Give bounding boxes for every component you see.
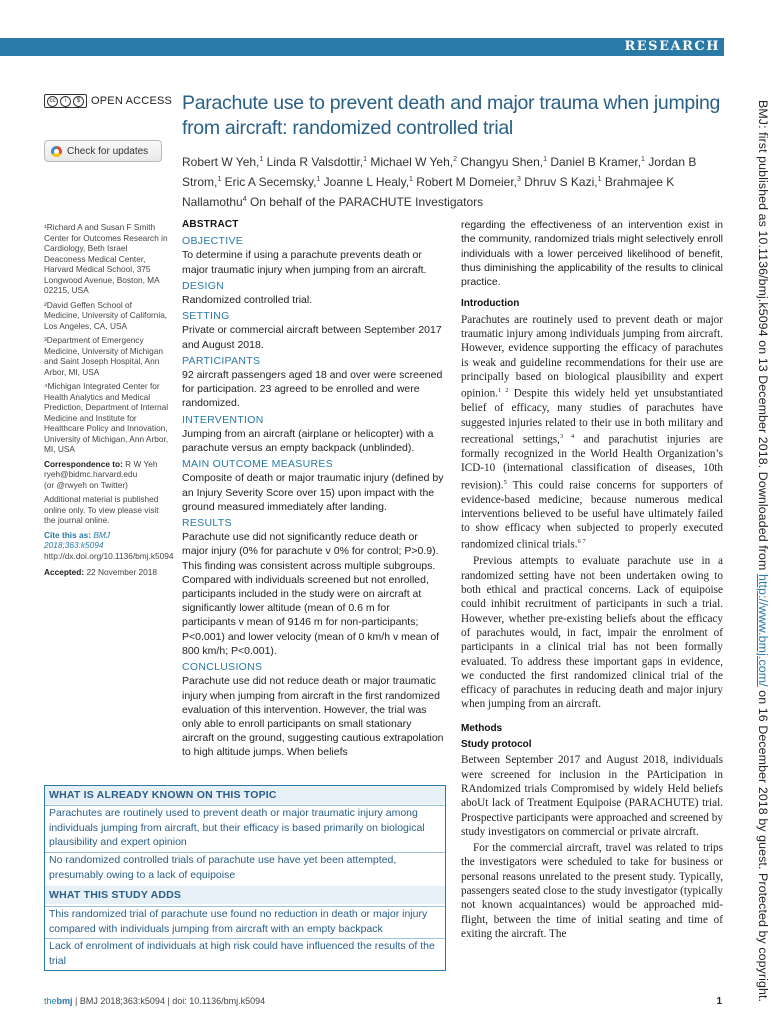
check-for-updates-button[interactable]: [44, 140, 162, 162]
author-name: Daniel B Kramer,: [550, 155, 642, 169]
author-name: Robert M Domeier,: [416, 175, 517, 189]
abstract-section-title: CONCLUSIONS: [182, 661, 263, 674]
creative-commons-icon: cc i $: [44, 94, 87, 108]
author-affiliation-marker: 1: [409, 176, 413, 183]
abstract: [182, 218, 446, 760]
correspondence: Correspondence to: R W Yeh ryeh@bidmc.harvard.edu (or @rwyeh on Twitter): [44, 458, 158, 490]
abstract-section-text: Composite of death or major traumatic injury (defined by an Injury Severity Score over 15) upon impact with the ground measured immediately after landing.: [182, 472, 444, 513]
study-adds-heading: WHAT THIS STUDY ADDS: [45, 886, 445, 904]
affiliations: [44, 222, 174, 582]
abstract-section-text: 92 aircraft passengers aged 18 and over were screened for participation. 23 agreed to be enrolled and were randomized.: [182, 369, 443, 410]
author-name: On behalf of the PARACHUTE Investigators: [249, 195, 484, 209]
accepted-date: Accepted: 22 November 2018: [44, 567, 158, 577]
abstract-section-title: RESULTS: [182, 517, 232, 530]
open-access-label: OPEN ACCESS: [91, 95, 173, 107]
page-number: 1: [716, 996, 722, 1007]
section-label: RESEARCH: [624, 39, 720, 54]
bmj-logo: thebmj: [44, 996, 73, 1006]
introduction-heading: Introduction: [461, 298, 520, 310]
author-affiliation-marker: 1: [217, 176, 222, 183]
abstract-section-title: OBJECTIVE: [182, 235, 244, 248]
known-item: Parachutes are routinely used to prevent death or major traumatic injury among individuals jumping from aircraft, but their efficacy is based primarily on biological plausibility and expert opinion: [45, 805, 445, 850]
open-access-badge[interactable]: [44, 94, 172, 108]
author-affiliation-marker: 1: [316, 176, 321, 183]
abstract-section-text: Jumping from an aircraft (airplane or helicopter) with a parachute versus an empty backpack (unblinded).: [182, 427, 434, 455]
crossmark-icon: [51, 146, 62, 157]
doi-link[interactable]: http://dx.doi.org/10.1136/bmj.k5094: [44, 550, 174, 561]
bmj-website-link[interactable]: http://www.bmj.com/: [756, 573, 770, 687]
author-name: Robert W Yeh,: [182, 155, 260, 169]
abstract-heading: ABSTRACT: [182, 219, 239, 230]
abstract-section-text: Parachute use did not significantly reduce death or major injury (0% for parachute v 0% for control; P>0.9). This finding was consistent across multiple subgroups. Compared with individuals screened but not enrolled, participants included in the study were on aircraft at significantly lower altitude (mean of 0.6 m for participants v mean of 9146 m for non-participants; P<0.001) and lower velocity (mean of 0 km/h v mean of 800 km/h; P<0.001).: [182, 531, 440, 657]
abstract-section-title: PARTICIPANTS: [182, 354, 261, 367]
author-name: Dhruv S Kazi,: [524, 175, 598, 189]
author-name: Michael W Yeh,: [370, 155, 454, 169]
author-name: Changyu Shen,: [460, 155, 544, 169]
abstract-section-text: To determine if using a parachute prevents death or major traumatic injury when jumping from an aircraft.: [182, 249, 427, 276]
abstract-continuation: regarding the effectiveness of an intervention exist in the community, randomized trials might selectively enroll individuals with a lower perceived likelihood of benefit, thus diminishing the applicability of the results to clinical practice.: [461, 219, 723, 289]
affiliation: ²David Geffen School of Medicine, University of California, Los Angeles, CA, USA: [44, 299, 168, 331]
abstract-section-text: Randomized controlled trial.: [182, 294, 313, 307]
known-heading: WHAT IS ALREADY KNOWN ON THIS TOPIC: [45, 786, 445, 804]
author-affiliation-marker: 4: [242, 196, 247, 203]
abstract-section-title: DESIGN: [182, 279, 225, 292]
author-name: Joanne L Healy,: [323, 175, 410, 189]
author-affiliation-marker: 1: [597, 176, 602, 183]
study-adds-item: Lack of enrolment of individuals at high risk could have influenced the results of the trial: [45, 938, 445, 968]
abstract-section-title: INTERVENTION: [182, 413, 264, 426]
abstract-section-title: SETTING: [182, 310, 230, 323]
methods-heading: Methods: [461, 722, 503, 734]
author-name: Brahmajee K Nallamothu: [182, 175, 675, 209]
abstract-section-text: Private or commercial aircraft between September 2017 and August 2018.: [182, 324, 442, 351]
abstract-section-title: MAIN OUTCOME MEASURES: [182, 458, 333, 471]
author-affiliation-marker: 2: [453, 156, 458, 163]
main-text-column: [461, 218, 723, 941]
affiliation: ³Department of Emergency Medicine, University of Michigan and Saint Joseph Hospital, Ann Arbor, MI, USA: [44, 335, 163, 377]
check-for-updates-label: Check for updates: [67, 145, 149, 157]
author-list: [182, 151, 712, 211]
author-name: Eric A Secemsky,: [224, 175, 317, 189]
author-affiliation-marker: 1: [543, 156, 547, 163]
footer-reference: | BMJ 2018;363:k5094 | doi: 10.1136/bmj.k5094: [75, 996, 266, 1006]
author-affiliation-marker: 1: [259, 156, 264, 163]
research-banner: [0, 38, 724, 56]
copyright-sidebar: BMJ: first published as 10.1136/bmj.k5094 on 13 December 2018. Downloaded from http://www.bmj.com/ on 16 December 2018 by guest. Protected by copyright.: [756, 100, 770, 1003]
footer: [44, 996, 265, 1006]
author-name: Linda R Valsdottir,: [266, 155, 364, 169]
methods-paragraph: Between September 2017 and August 2018, individuals were screened for inclusion in the PArticipation in RAndomized trials Compromised by widely Held beliefs aboUt lack of Treatment Equipoise (PARACHUTE) trial. Prospective participants were approached and screened by study investigators on commercial or private aircraft.: [461, 754, 723, 838]
study-protocol-heading: Study protocol: [461, 739, 532, 751]
intro-paragraph: Previous attempts to evaluate parachute use in a randomized setting have not been undertaken owing to both ethical and practical concerns. Lack of equipoise could inhibit recruitment of participants in such a trial. However, whether pre-existing beliefs about the efficacy of parachutes would, in fact, impair the enrolment of participants in a clinical trial has not been formally evaluated. To address these important gaps in evidence, we conducted the first randomized clinical trial of the efficacy of parachutes in reducing death and major injury when jumping from an aircraft.: [461, 555, 723, 711]
author-affiliation-marker: 3: [517, 176, 521, 183]
author-name: Jordan B Strom,: [182, 155, 697, 189]
intro-paragraph: Parachutes are routinely used to prevent death or major traumatic injury among individuals jumping from aircraft. However, evidence supporting the efficacy of parachutes is weak and guideline recommendations for their use are principally based on biological plausibility and expert opinion.$^{1 2}$ Despite this widely held yet unsubstantiated belief of efficacy, many studies of parachutes have suggested injuries related to their use in both military and recreational settings,$^{3 4}$ and parachutist injuries are formally recognized in the World Health Organization’s ICD-10 (international classification of diseases, 10th revision).$^5$ This could raise concerns for supporters of evidence-based medicine, because numerous medical interventions believed to be useful have ultimately failed to show efficacy when subjected to properly executed randomized clinical trials.$^{6 7}$: [461, 313, 724, 552]
affiliation: ⁴Michigan Integrated Center for Health Analytics and Medical Prediction, Department of Internal Medicine and Institute for Healthcare Policy and Innovation, University of Michigan, Ann Arbor, MI, USA: [44, 381, 169, 454]
author-affiliation-marker: 1: [363, 156, 368, 163]
article-title: Parachute use to prevent death and major trauma when jumping from aircraft: randomized controlled trial: [182, 92, 721, 139]
email-link[interactable]: ryeh@bidmc.harvard.edu: [44, 469, 138, 479]
abstract-section-text: Parachute use did not reduce death or major traumatic injury when jumping from aircraft in the first randomized evaluation of this intervention. However, the trial was only able to enroll participants on small stationary aircraft on the ground, suggesting cautious extrapolation to high altitude jumps. When beliefs: [182, 675, 444, 759]
author-affiliation-marker: 1: [641, 156, 645, 163]
affiliation: ¹Richard A and Susan F Smith Center for Outcomes Research in Cardiology, Beth Israel Deaconess Medical Center, Harvard Medical School, 375 Longwood Avenue, Boston, MA 02215, USA: [44, 222, 168, 295]
study-adds-item: This randomized trial of parachute use found no reduction in death or major injury compared with individuals jumping from aircraft with an empty backpack: [45, 906, 445, 936]
citation: Cite this as: BMJ 2018;363:k5094 http://dx.doi.org/10.1136/bmj.k5094: [44, 529, 174, 561]
additional-material-note: Additional material is published online only. To view please visit the journal online.: [44, 494, 159, 525]
known-item: No randomized controlled trials of parachute use have yet been attempted, presumably owing to a lack of equipoise: [45, 852, 445, 882]
methods-paragraph: For the commercial aircraft, travel was related to trips the investigators were scheduled to take for business or personal reasons unrelated to the present study. Typically, passengers seated close to the study investigator (typically not known acquaintances) would be approached mid-flight, between the time of initial seating and time of exiting the aircraft. The: [461, 842, 723, 940]
